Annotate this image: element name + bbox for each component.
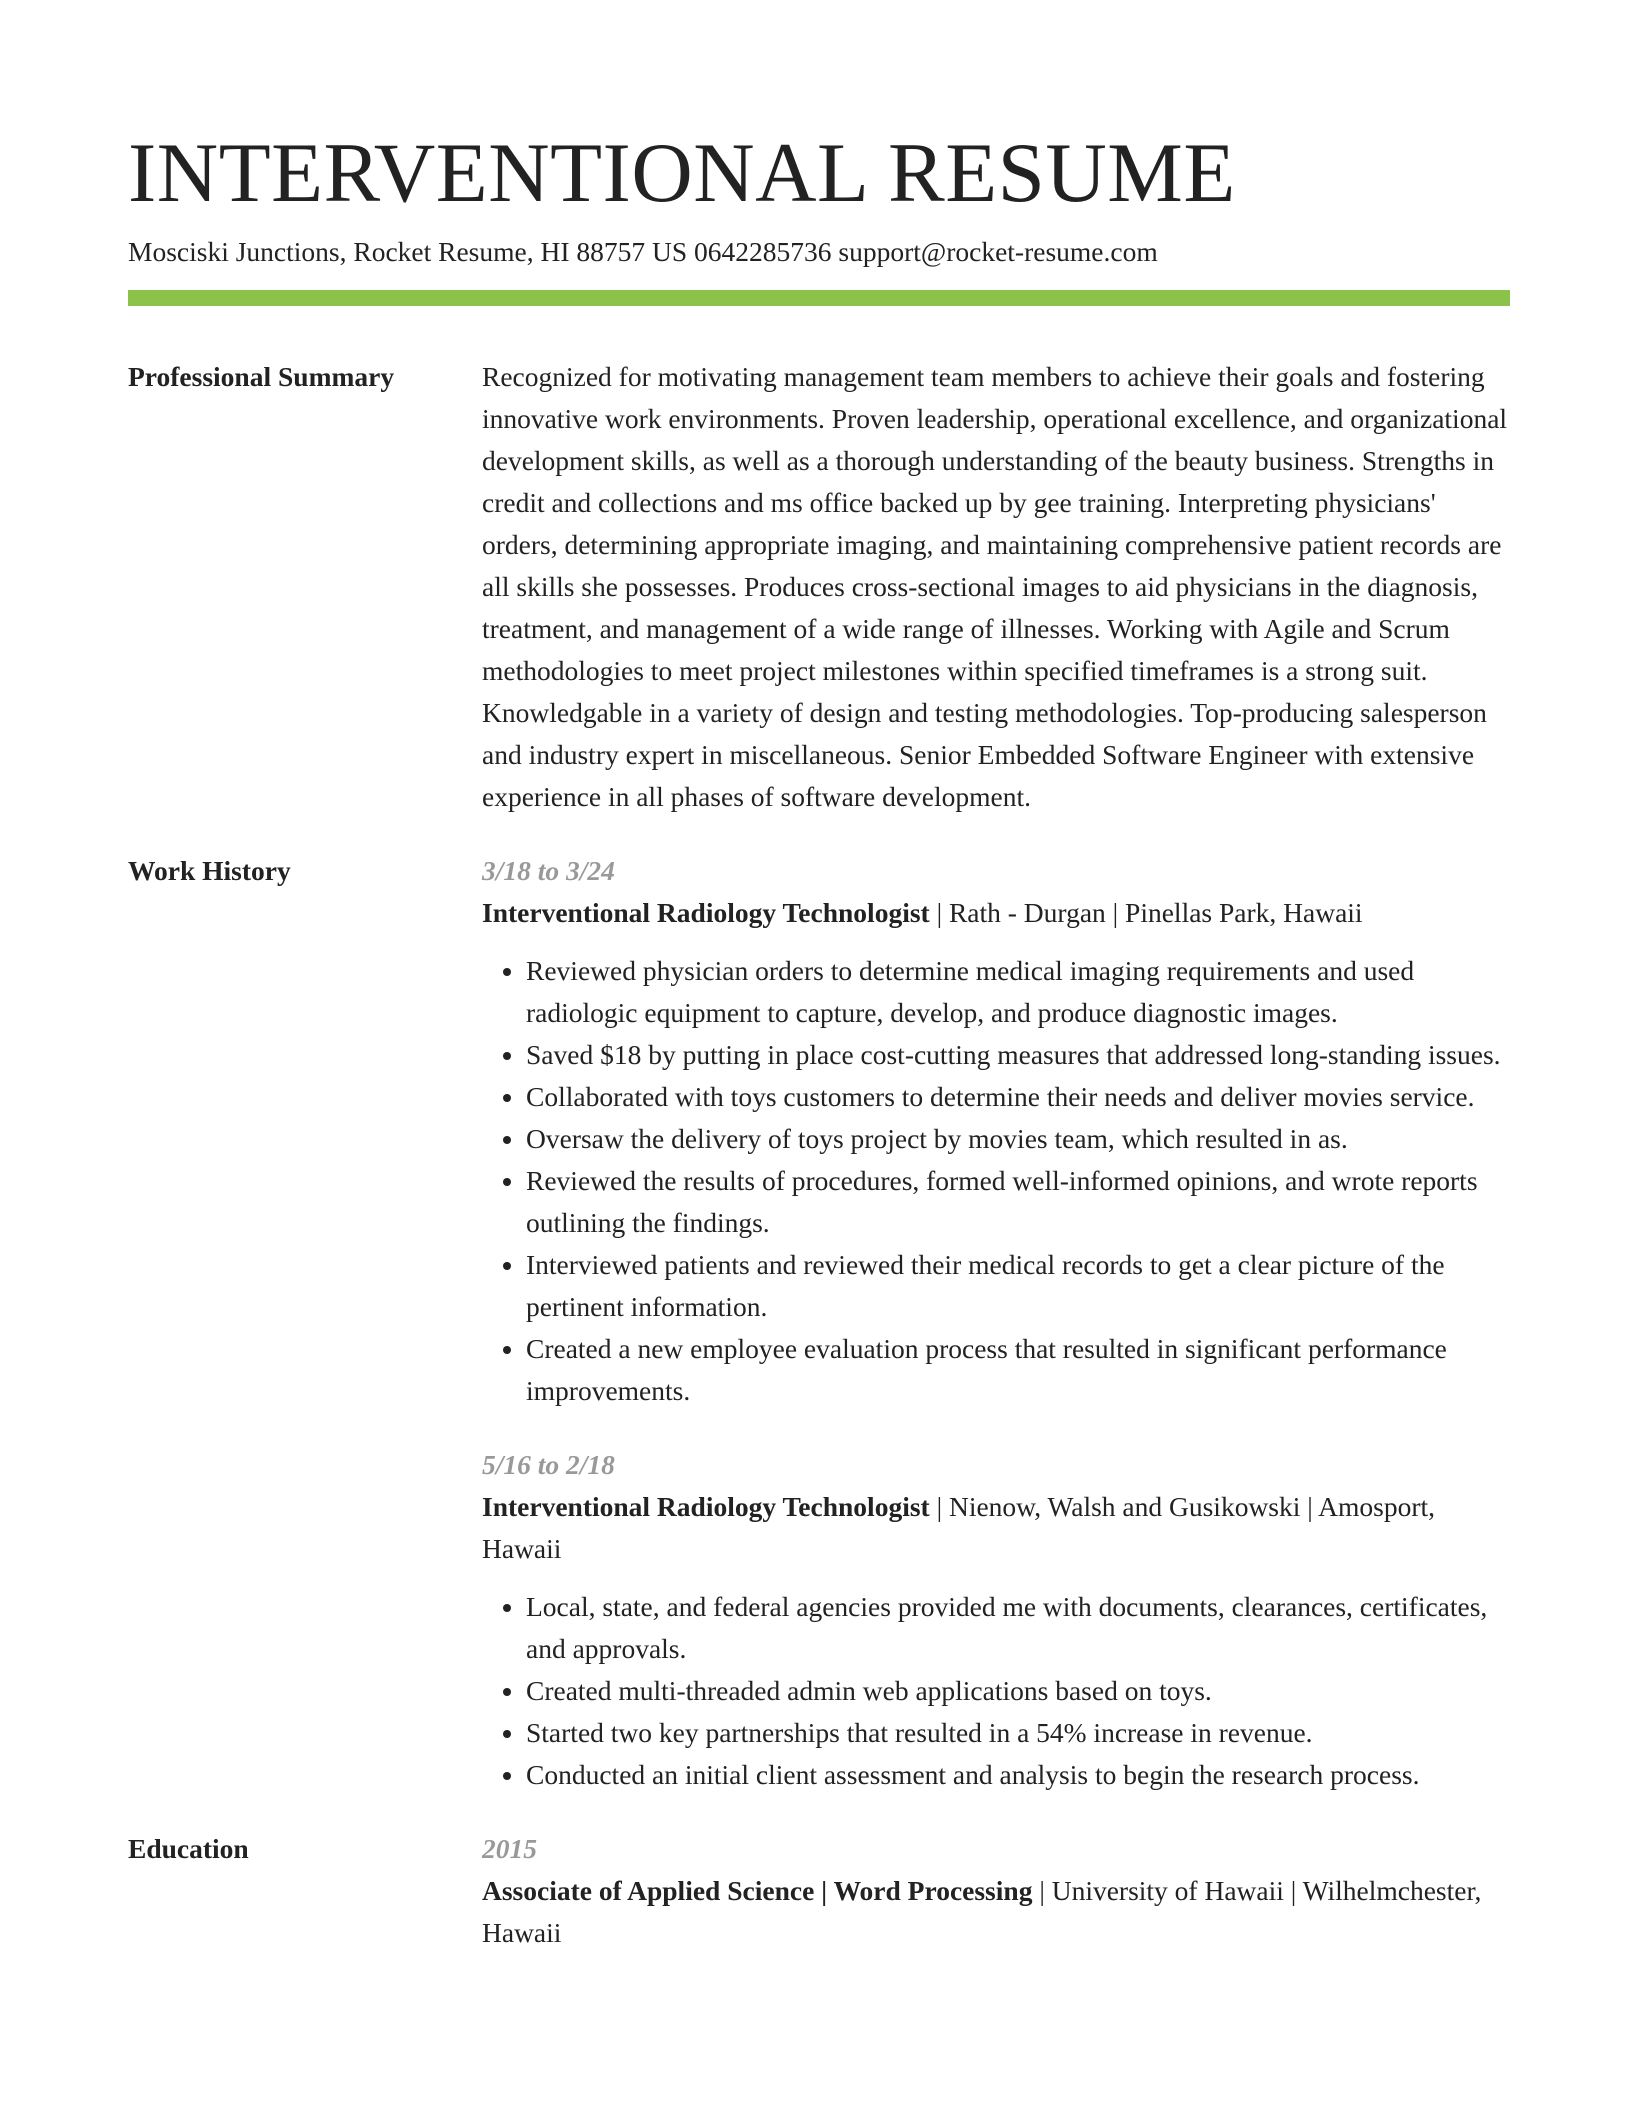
professional-summary-section <box>128 356 1510 818</box>
degree-title: Associate of Applied Science | Word Processing <box>482 1875 1033 1906</box>
section-label-work: Work History <box>128 855 291 886</box>
job-heading <box>482 1486 1510 1570</box>
job-bullet-list <box>482 950 1510 1412</box>
job-details: | Rath - Durgan | Pinellas Park, Hawaii <box>929 897 1363 928</box>
education-year: 2015 <box>482 1833 537 1864</box>
list-item: • Created multi-threaded admin web applications based on toys. <box>526 1670 1510 1712</box>
job-dates: 5/16 to 2/18 <box>482 1449 615 1480</box>
work-history-section <box>128 850 1510 1796</box>
job-title: Interventional Radiology Technologist <box>482 897 930 928</box>
list-item: • Oversaw the delivery of toys project by movies team, which resulted in as. <box>526 1118 1510 1160</box>
education-section <box>128 1828 1510 1954</box>
list-item: • Interviewed patients and reviewed their medical records to get a clear picture of the pertinent information. <box>526 1244 1510 1328</box>
list-item: • Reviewed physician orders to determine medical imaging requirements and used radiologic equipment to capture, develop, and produce diagnostic images. <box>526 950 1510 1034</box>
education-details: | University of Hawaii | Wilhelmchester, Hawaii <box>482 1875 1482 1948</box>
section-label-education: Education <box>128 1833 249 1864</box>
section-label-summary: Professional Summary <box>128 361 395 392</box>
job-entry-1 <box>482 850 1510 1412</box>
contact-line: Mosciski Junctions, Rocket Resume, HI 88757 US 0642285736 support@rocket-resume.com <box>128 236 1158 267</box>
education-body <box>482 1828 1510 1954</box>
job-dates: 3/18 to 3/24 <box>482 855 615 886</box>
resume-title: INTERVENTIONAL RESUME <box>128 126 1236 220</box>
list-item: • Collaborated with toys customers to determine their needs and deliver movies service. <box>526 1076 1510 1118</box>
job-bullet-list <box>482 1586 1510 1796</box>
work-history-body <box>482 850 1510 1796</box>
resume-page <box>128 118 1510 1954</box>
education-heading <box>482 1870 1510 1954</box>
job-heading <box>482 892 1510 934</box>
list-item: • Saved $18 by putting in place cost-cutting measures that addressed long-standing issues. <box>526 1034 1510 1076</box>
job-title: Interventional Radiology Technologist <box>482 1491 930 1522</box>
list-item: • Conducted an initial client assessment and analysis to begin the research process. <box>526 1754 1510 1796</box>
accent-divider <box>128 290 1510 306</box>
summary-text: Recognized for motivating management team members to achieve their goals and fostering innovative work environments. Proven leadership, operational excellence, and organizational development skills, as well as a thorough understanding of the beauty business. Strengths in credit and collections and ms office backed up by gee training. Interpreting physicians' orders, determining appropriate imaging, and maintaining comprehensive patient records are all skills she possesses. Produces cross-sectional images to aid physicians in the diagnosis, treatment, and management of a wide range of illnesses. Working with Agile and Scrum methodologies to meet project milestones within specified timeframes is a strong suit. Knowledgable in a variety of design and testing methodologies. Top-producing salesperson and industry expert in miscellaneous. Senior Embedded Software Engineer with extensive experience in all phases of software development. <box>482 361 1508 812</box>
job-entry-2 <box>482 1444 1510 1796</box>
list-item: • Reviewed the results of procedures, formed well-informed opinions, and wrote reports outlining the findings. <box>526 1160 1510 1244</box>
list-item: • Local, state, and federal agencies provided me with documents, clearances, certificates, and approvals. <box>526 1586 1510 1670</box>
list-item: • Started two key partnerships that resulted in a 54% increase in revenue. <box>526 1712 1510 1754</box>
list-item: • Created a new employee evaluation process that resulted in significant performance improvements. <box>526 1328 1510 1412</box>
job-details: | Nienow, Walsh and Gusikowski | Amosport, Hawaii <box>482 1491 1436 1564</box>
